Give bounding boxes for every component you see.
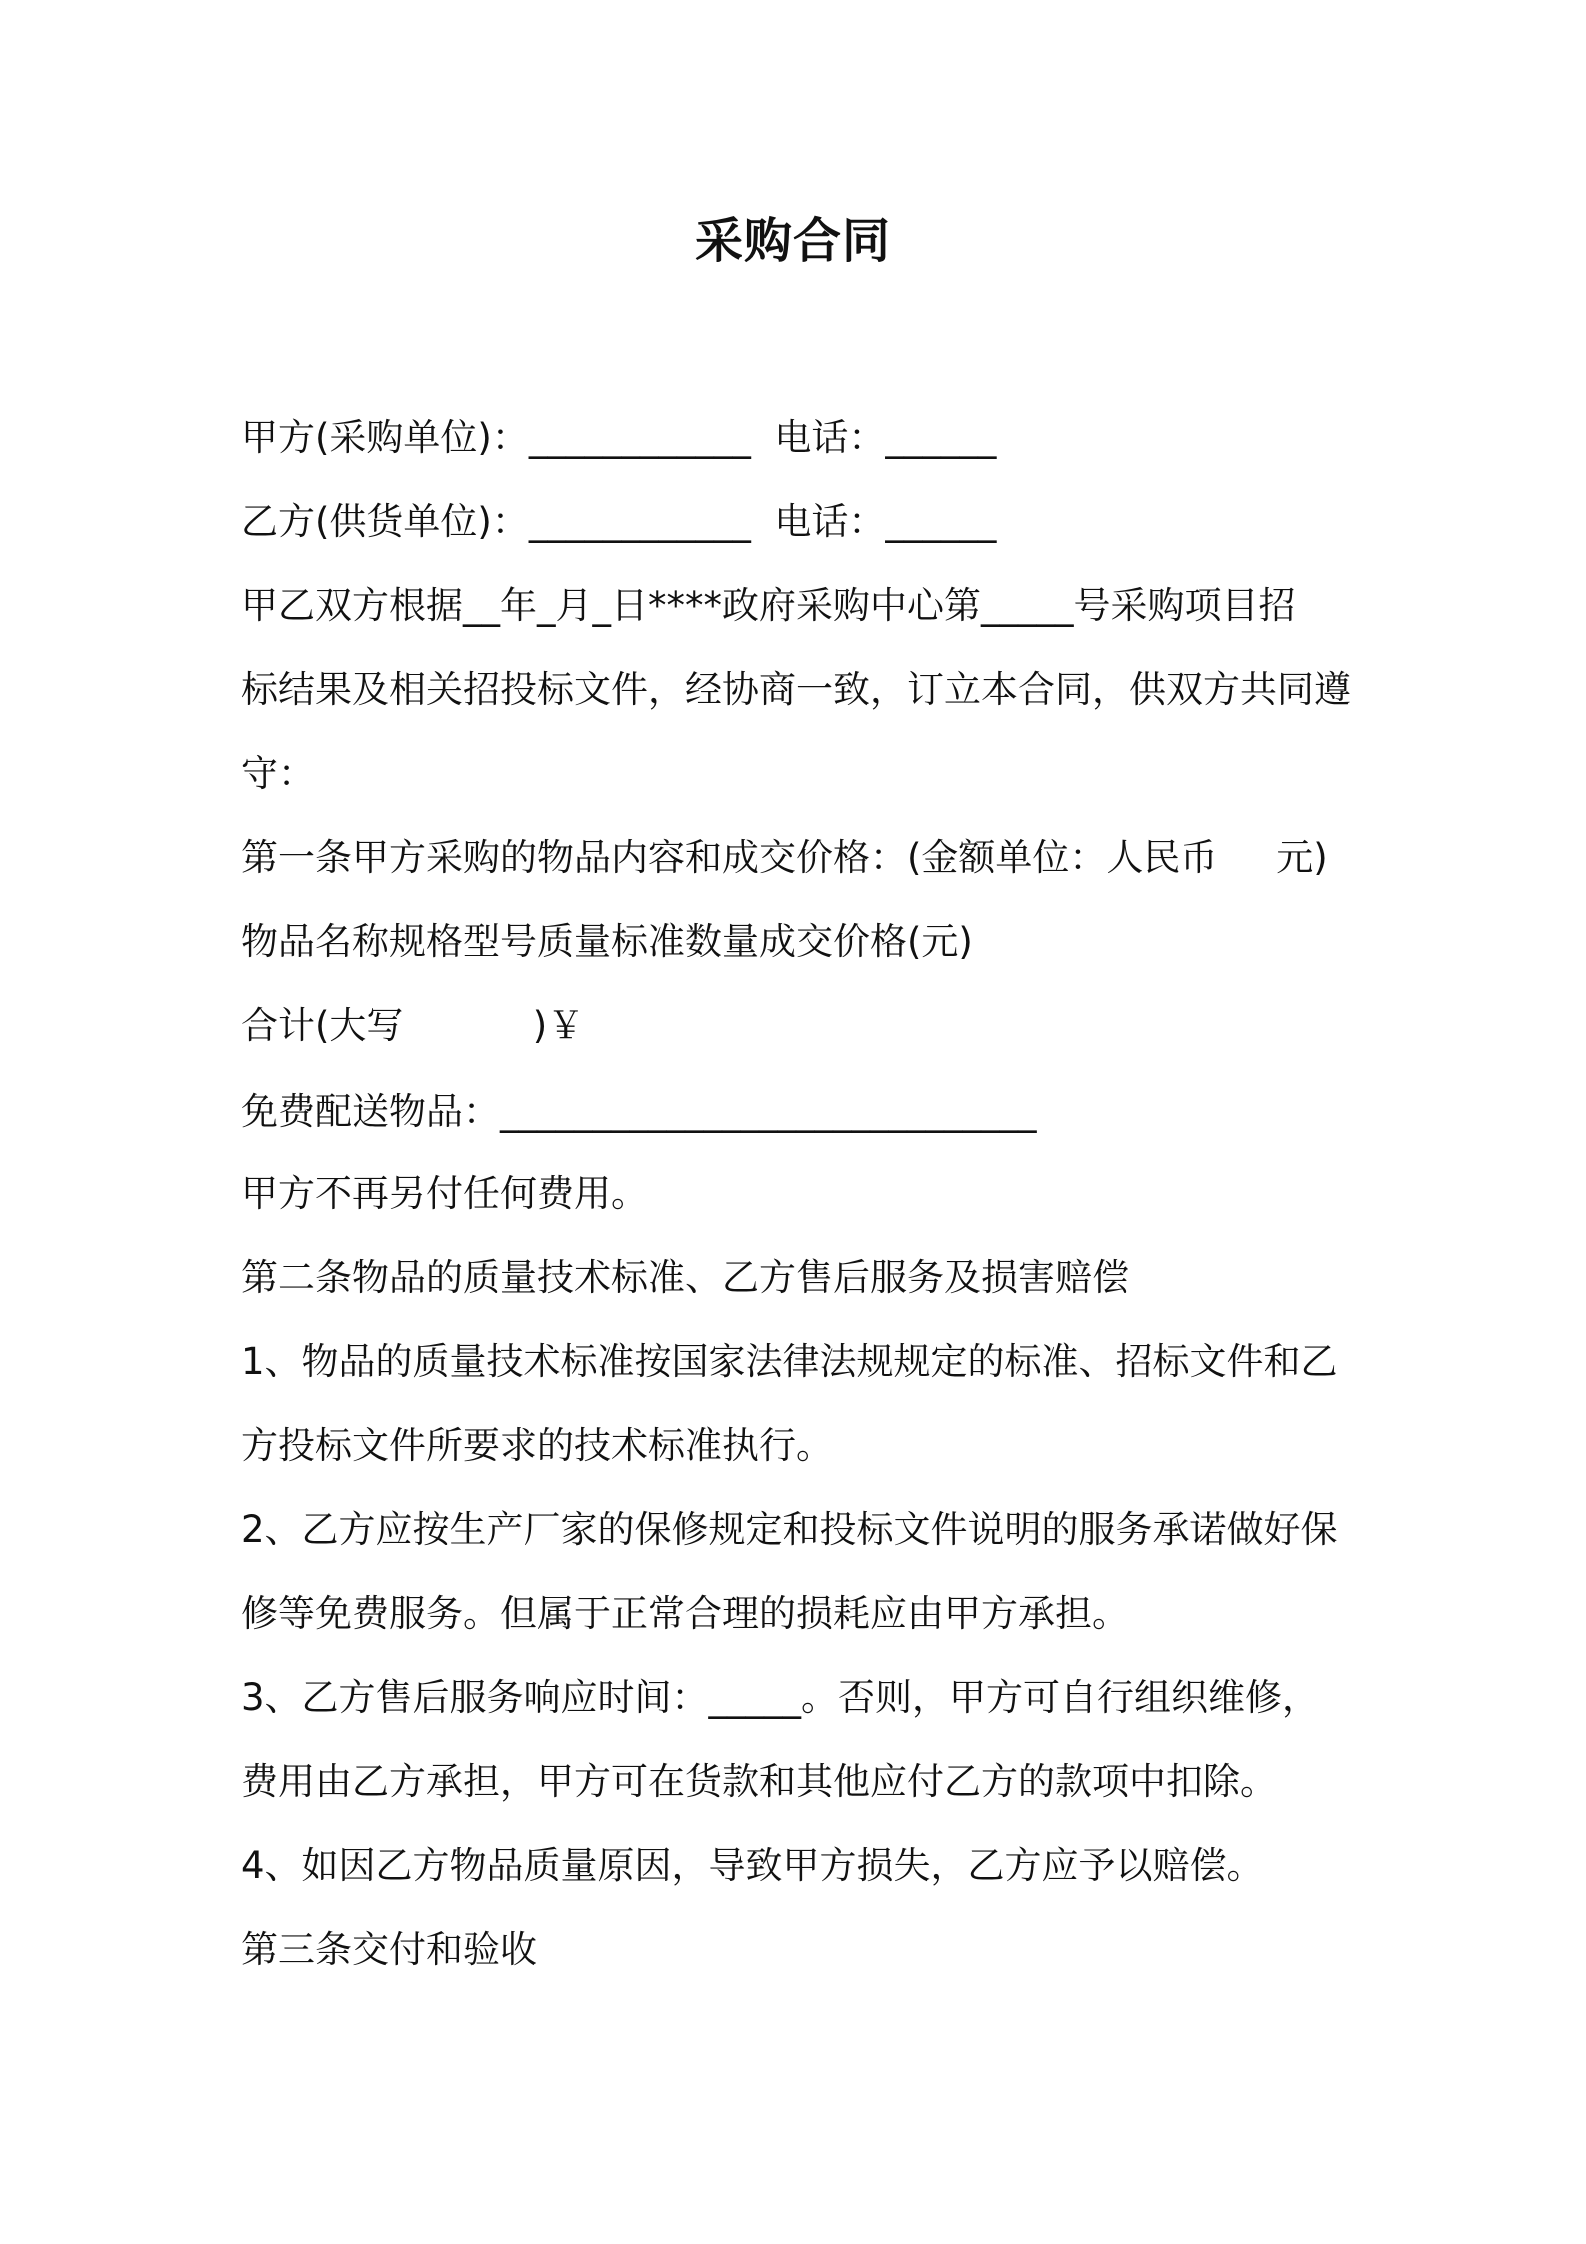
party-b-line: 乙方(供货单位)：____________ 电话：______: [241, 500, 997, 543]
clause-1-line-1: 1、物品的质量技术标准按国家法律法规规定的标准、招标文件和乙: [241, 1340, 1338, 1383]
free-delivery-line: 免费配送物品：_____________________________: [241, 1090, 1037, 1133]
clause-1-line-2: 方投标文件所要求的技术标准执行。: [241, 1424, 833, 1467]
clause-3-line-2: 费用由乙方承担，甲方可在货款和其他应付乙方的款项中扣除。: [241, 1760, 1277, 1803]
clause-4-line: 4、如因乙方物品质量原因，导致甲方损失，乙方应予以赔偿。: [241, 1844, 1264, 1887]
preamble-line-3: 守：: [241, 752, 315, 795]
article-2-heading: 第二条物品的质量技术标准、乙方售后服务及损害赔偿: [241, 1256, 1129, 1299]
document-title: 采购合同: [694, 213, 891, 269]
preamble-line-1: 甲乙双方根据__年_月_日****政府采购中心第_____号采购项目招: [241, 584, 1296, 627]
item-columns-line: 物品名称规格型号质量标准数量成交价格(元): [241, 920, 973, 963]
total-line: 合计(大写 )￥: [241, 1004, 585, 1047]
article-1-heading: 第一条甲方采购的物品内容和成交价格：(金额单位：人民币 元): [241, 836, 1328, 879]
party-a-line: 甲方(采购单位)：____________ 电话：______: [241, 416, 997, 459]
clause-2-line-2: 修等免费服务。但属于正常合理的损耗应由甲方承担。: [241, 1592, 1129, 1635]
no-extra-fee-line: 甲方不再另付任何费用。: [241, 1172, 648, 1215]
clause-2-line-1: 2、乙方应按生产厂家的保修规定和投标文件说明的服务承诺做好保: [241, 1508, 1338, 1551]
clause-3-line-1: 3、乙方售后服务响应时间：_____。否则，甲方可自行组织维修，: [241, 1676, 1320, 1719]
preamble-line-2: 标结果及相关招投标文件，经协商一致，订立本合同，供双方共同遵: [241, 668, 1351, 711]
article-3-heading: 第三条交付和验收: [241, 1928, 537, 1971]
